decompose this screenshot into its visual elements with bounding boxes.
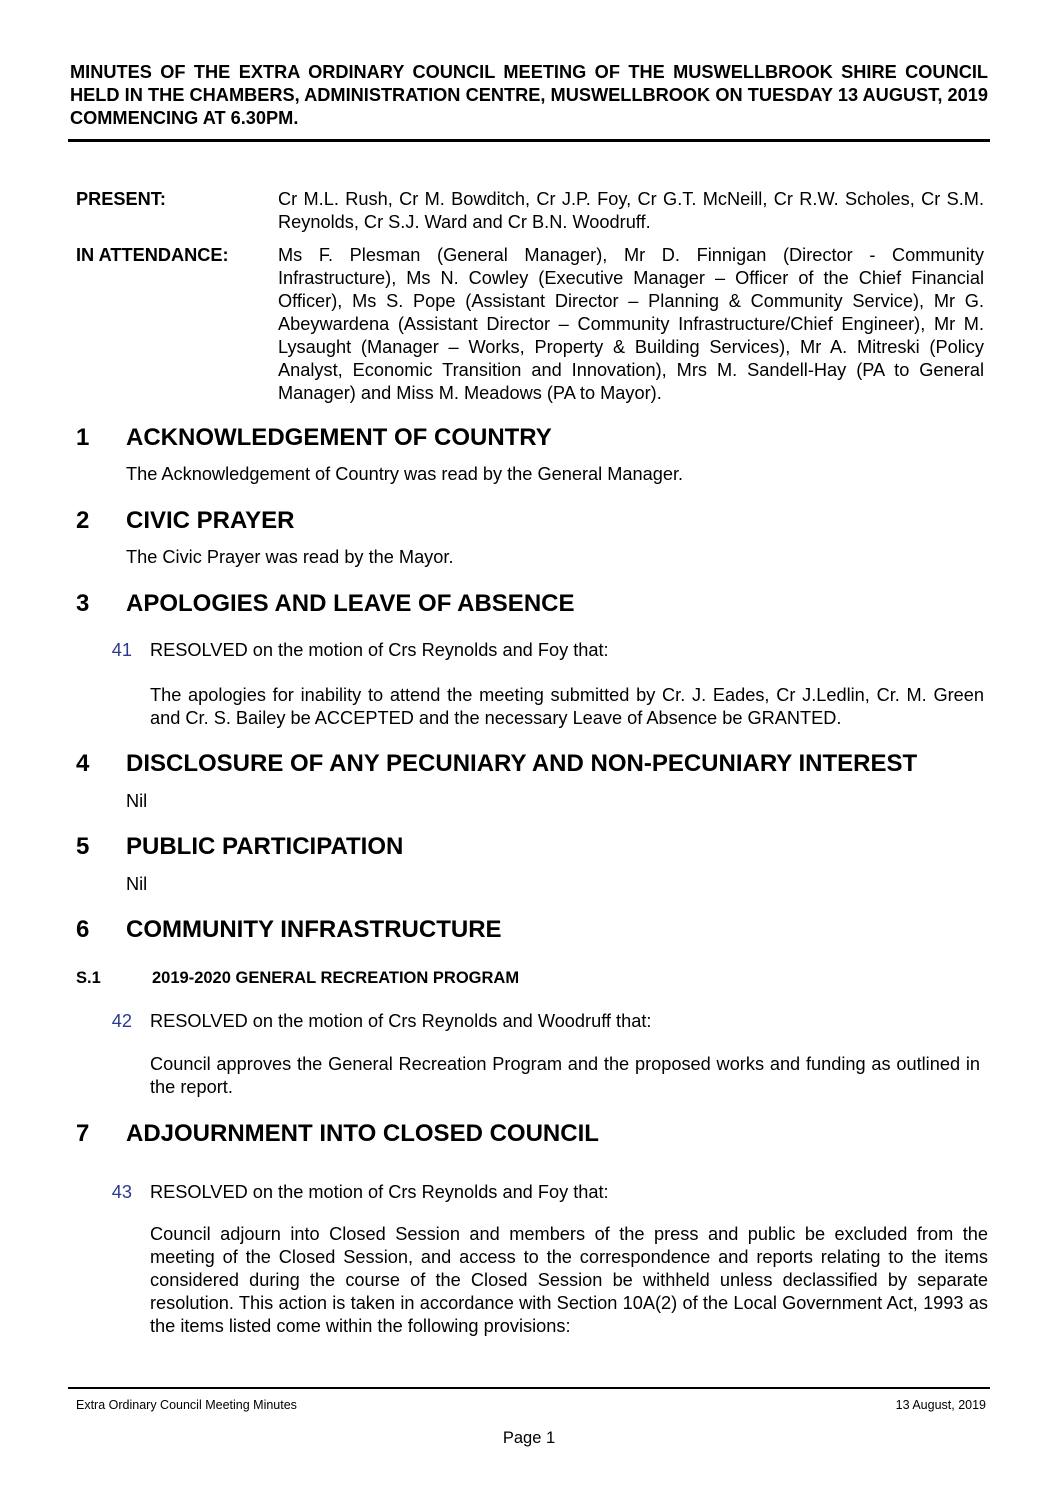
section-number: 1 bbox=[76, 424, 90, 451]
in-attendance-label: IN ATTENDANCE: bbox=[76, 245, 229, 265]
header-divider bbox=[68, 139, 990, 142]
section-text: The Acknowledgement of Country was read by the General Manager. bbox=[126, 464, 684, 484]
resolution-number: 43 bbox=[111, 1182, 132, 1202]
section-title: DISCLOSURE OF ANY PECUNIARY AND NON-PECUNIARY INTEREST bbox=[126, 750, 918, 777]
footer-divider bbox=[68, 1387, 990, 1389]
section-text: Nil bbox=[126, 874, 148, 894]
footer-title: Extra Ordinary Council Meeting Minutes bbox=[76, 1398, 297, 1412]
resolution-number: 41 bbox=[111, 640, 132, 660]
section-title: COMMUNITY INFRASTRUCTURE bbox=[126, 916, 502, 943]
resolution-motion: RESOLVED on the motion of Crs Reynolds and Foy that: bbox=[150, 1182, 609, 1202]
section-text: The Civic Prayer was read by the Mayor. bbox=[126, 547, 454, 567]
section-number: 2 bbox=[76, 507, 90, 534]
section-title: ADJOURNMENT INTO CLOSED COUNCIL bbox=[126, 1120, 599, 1147]
section-number: 4 bbox=[76, 750, 90, 777]
subsection-title: 2019-2020 GENERAL RECREATION PROGRAM bbox=[152, 969, 520, 987]
page-number: Page 1 bbox=[502, 1429, 556, 1447]
section-title: PUBLIC PARTICIPATION bbox=[126, 833, 404, 860]
present-list: Cr M.L. Rush, Cr M. Bowditch, Cr J.P. Foy, Cr G.T. McNeill, Cr R.W. Scholes, Cr S.M. Reynolds, Cr S.J. Ward and Cr B.N. Woodruff. bbox=[278, 189, 984, 232]
section-number: 3 bbox=[76, 590, 90, 617]
resolution-body: The apologies for inability to attend the meeting submitted by Cr. J. Eades, Cr J.Ledlin, Cr. M. Green and Cr. S. Bailey be ACCEPTED and the necessary Leave of Absence be GRANTED. bbox=[150, 685, 984, 728]
resolution-body: Council approves the General Recreation Program and the proposed works and funding as outlined in the report. bbox=[150, 1054, 980, 1097]
minutes-title: MINUTES OF THE EXTRA ORDINARY COUNCIL MEETING OF THE MUSWELLBROOK SHIRE COUNCIL HELD IN THE CHAMBERS, ADMINISTRATION CENTRE, MUSWELLBROOK ON TUESDAY 13 AUGUST, 2019 COMMENCING AT 6.30PM. bbox=[70, 62, 988, 128]
section-number: 7 bbox=[76, 1120, 90, 1147]
footer-date: 13 August, 2019 bbox=[895, 1398, 986, 1412]
subsection-number: S.1 bbox=[76, 969, 101, 987]
section-title: CIVIC PRAYER bbox=[126, 507, 295, 534]
resolution-number: 42 bbox=[111, 1011, 132, 1031]
in-attendance-list: Ms F. Plesman (General Manager), Mr D. Finnigan (Director - Community Infrastructure), Ms N. Cowley (Executive Manager – Officer of the Chief Financial Officer), Ms S. Pope (Assistant Director – Planning & Community Service), Mr G. Abeywardena (Assistant Director – Community Infrastructure/Chief Engineer), Mr M. Lysaught (Manager – Works, Property & Building Services), Mr A. Mitreski (Policy Analyst, Economic Transition and Innovation), Mrs M. Sandell-Hay (PA to General Manager) and Miss M. Meadows (PA to Mayor). bbox=[278, 245, 984, 403]
resolution-motion: RESOLVED on the motion of Crs Reynolds and Woodruff that: bbox=[150, 1011, 652, 1031]
section-number: 5 bbox=[76, 833, 90, 860]
section-title: APOLOGIES AND LEAVE OF ABSENCE bbox=[126, 590, 575, 617]
section-text: Nil bbox=[126, 791, 148, 811]
resolution-body: Council adjourn into Closed Session and members of the press and public be excluded from the meeting of the Closed Session, and access to the correspondence and reports relating to the items considered during the course of the Closed Session be withheld unless declassified by separate resolution. This action is taken in accordance with Section 10A(2) of the Local Government Act, 1993 as the items listed come within the following provisions: bbox=[150, 1224, 988, 1336]
section-number: 6 bbox=[76, 916, 90, 943]
present-label: PRESENT: bbox=[76, 189, 166, 209]
section-title: ACKNOWLEDGEMENT OF COUNTRY bbox=[126, 424, 552, 451]
resolution-motion: RESOLVED on the motion of Crs Reynolds and Foy that: bbox=[150, 640, 609, 660]
